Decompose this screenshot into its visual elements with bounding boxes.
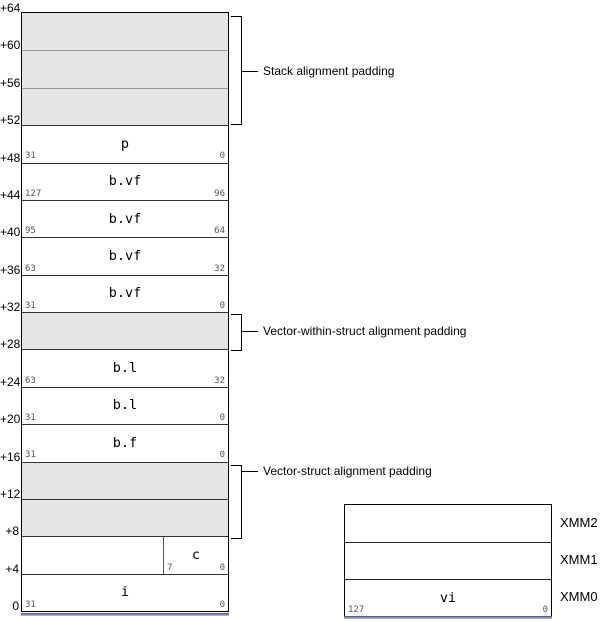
- bit-low: 0: [219, 599, 225, 610]
- offset-label: +60: [0, 38, 21, 53]
- offset-label: +44: [0, 187, 21, 202]
- row-separator: [22, 88, 228, 89]
- field-cell-bvf-31-0: [22, 275, 228, 312]
- offset-label: +8: [5, 524, 19, 539]
- bracket-connector: [242, 331, 258, 332]
- row-separator: [345, 542, 551, 543]
- bit-low: 0: [219, 562, 225, 573]
- row-separator: [22, 312, 228, 313]
- bracket-connector: [242, 471, 258, 472]
- bit-low: 0: [219, 300, 225, 311]
- field-cell-bvf-127-96: [22, 163, 228, 200]
- bit-low: 32: [214, 263, 225, 274]
- bracket-vector-within-struct-padding: [231, 314, 242, 351]
- field-label: [345, 505, 551, 542]
- bit-high: 31: [25, 413, 36, 424]
- offset-label: +4: [5, 561, 19, 576]
- offset-label: +12: [0, 486, 21, 501]
- row-separator: [22, 125, 228, 126]
- row-separator: [22, 499, 228, 500]
- field-label: i: [120, 584, 130, 601]
- bit-high: 31: [25, 599, 36, 610]
- split-cell-c: [22, 536, 228, 573]
- xmm2-cell: [345, 505, 551, 542]
- register-name-xmm2: XMM2: [560, 515, 598, 530]
- field-label: b.f: [112, 434, 138, 451]
- xmm-register-box: [344, 504, 552, 617]
- field-cell-bl-31-0: [22, 387, 228, 424]
- bracket-connector: [242, 71, 258, 72]
- field-cell-bvf-95-64: [22, 200, 228, 237]
- bit-high: 95: [25, 226, 36, 237]
- field-label: b.vf: [108, 173, 142, 190]
- field-label: b.vf: [108, 210, 142, 227]
- row-separator: [22, 574, 228, 575]
- unused-subcell: [22, 536, 164, 573]
- padding-cell: [22, 462, 228, 499]
- bracket-stack-padding: [231, 16, 242, 125]
- bit-high: 7: [167, 562, 173, 573]
- field-cell-p: [22, 125, 228, 162]
- annotation-vector-struct-padding: Vector-struct alignment padding: [263, 464, 432, 478]
- row-separator: [22, 200, 228, 201]
- stack-baseline: [21, 613, 229, 616]
- field-label: b.l: [112, 397, 138, 414]
- xmm-baseline: [344, 616, 552, 619]
- offset-label: +52: [0, 113, 21, 128]
- offset-label: +28: [0, 337, 21, 352]
- field-label: p: [120, 135, 130, 152]
- row-separator: [345, 579, 551, 580]
- field-label: b.l: [112, 360, 138, 377]
- field-cell-bvf-63-32: [22, 237, 228, 274]
- bracket-vector-struct-padding: [231, 465, 242, 539]
- bit-high: 127: [25, 188, 42, 199]
- field-label: c: [191, 546, 201, 563]
- xmm1-cell: [345, 542, 551, 579]
- offset-label: +16: [0, 449, 21, 464]
- row-separator: [22, 237, 228, 238]
- field-label: b.vf: [108, 285, 142, 302]
- offset-label: +40: [0, 225, 21, 240]
- field-cell-bf: [22, 424, 228, 461]
- padding-cell: [22, 50, 228, 87]
- annotation-stack-alignment-padding: Stack alignment padding: [263, 64, 395, 78]
- row-separator: [22, 424, 228, 425]
- bit-high: 31: [25, 151, 36, 162]
- row-separator: [22, 275, 228, 276]
- field-cell-i: [22, 574, 228, 611]
- bit-low: 0: [542, 605, 548, 615]
- offset-label: +64: [0, 1, 21, 15]
- field-subcell-c: [164, 536, 228, 573]
- row-separator: [22, 536, 228, 537]
- bit-low: 32: [214, 375, 225, 386]
- field-label: b.vf: [108, 247, 142, 264]
- padding-cell: [22, 312, 228, 349]
- bit-high: 63: [25, 263, 36, 274]
- bit-high: 63: [25, 375, 36, 386]
- bit-low: 64: [214, 226, 225, 237]
- row-separator: [22, 50, 228, 51]
- offset-label: +24: [0, 374, 21, 389]
- stack-box: [21, 12, 229, 612]
- register-name-xmm0: XMM0: [560, 589, 598, 604]
- xmm0-cell: [345, 579, 551, 616]
- field-label: vi: [439, 589, 457, 606]
- bit-low: 0: [219, 450, 225, 461]
- offset-label: +48: [0, 150, 21, 165]
- bit-high: 127: [348, 605, 365, 615]
- offset-label: 0: [12, 599, 19, 613]
- row-separator: [22, 462, 228, 463]
- annotation-vector-within-struct-padding: Vector-within-struct alignment padding: [263, 324, 467, 338]
- row-separator: [22, 349, 228, 350]
- offset-label: +36: [0, 262, 21, 277]
- bit-high: 31: [25, 300, 36, 311]
- field-cell-bl-63-32: [22, 349, 228, 386]
- bit-low: 96: [214, 188, 225, 199]
- row-separator: [22, 163, 228, 164]
- bit-low: 0: [219, 151, 225, 162]
- padding-cell: [22, 499, 228, 536]
- register-name-xmm1: XMM1: [560, 552, 598, 567]
- offset-label: +56: [0, 75, 21, 90]
- offset-label: +32: [0, 300, 21, 314]
- offset-label: +20: [0, 412, 21, 427]
- padding-cell: [22, 13, 228, 50]
- field-label: [345, 542, 551, 579]
- bit-high: 31: [25, 450, 36, 461]
- padding-cell: [22, 88, 228, 125]
- row-separator: [22, 387, 228, 388]
- bit-low: 0: [219, 413, 225, 424]
